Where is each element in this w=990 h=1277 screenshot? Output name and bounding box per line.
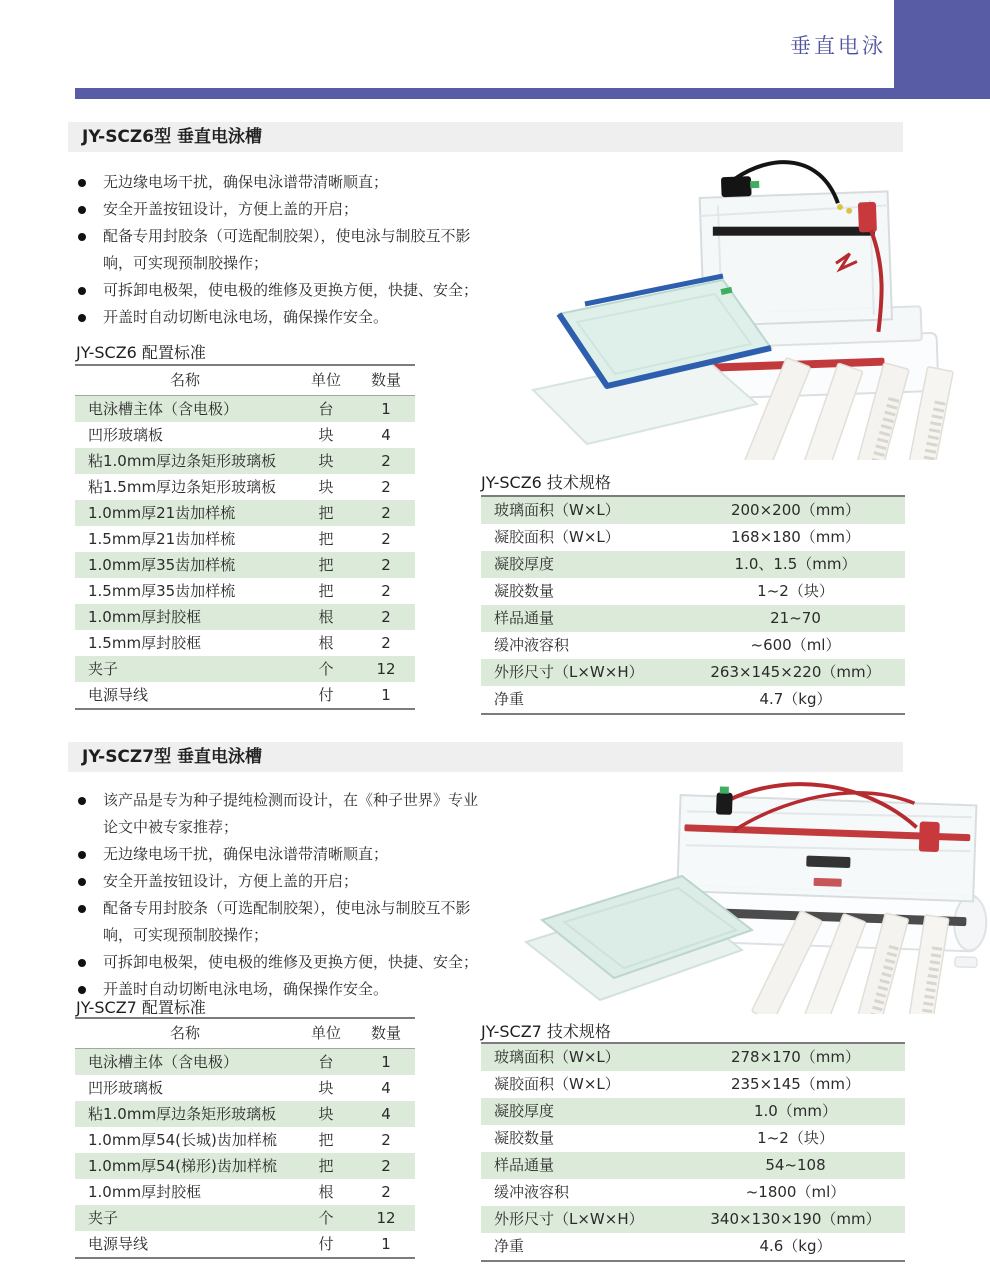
item-unit: 块 bbox=[318, 452, 334, 470]
table-row bbox=[481, 1179, 905, 1206]
spec-label: 玻璃面积（W×L） bbox=[494, 501, 620, 519]
feature-text: 配备专用封胶条（可选配制胶架），使电泳与制胶互不影响，可实现预制胶操作； bbox=[103, 899, 471, 944]
item-qty: 4 bbox=[381, 426, 391, 444]
item-unit: 块 bbox=[318, 1079, 334, 1097]
spec-value: ~600（ml） bbox=[750, 636, 841, 654]
feature-text: 该产品是专为种子提纯检测而设计，在《种子世界》专业论文中被专家推荐； bbox=[103, 791, 479, 836]
spec-label: 凝胶厚度 bbox=[494, 555, 555, 573]
item-name: 1.0mm厚35齿加样梳 bbox=[88, 556, 236, 574]
spec-table-scz6 bbox=[481, 495, 905, 715]
bullet-icon bbox=[78, 851, 86, 859]
table-row bbox=[75, 1231, 415, 1257]
config-table-title-scz7: JY-SCZ7 配置标准 bbox=[76, 998, 206, 1017]
bullet-icon bbox=[78, 287, 86, 295]
feature-item bbox=[76, 787, 482, 841]
item-unit: 把 bbox=[318, 504, 334, 522]
spec-table-scz7 bbox=[481, 1042, 905, 1262]
spec-label: 玻璃面积（W×L） bbox=[494, 1048, 620, 1066]
item-unit: 台 bbox=[318, 400, 334, 418]
item-qty: 2 bbox=[381, 582, 391, 600]
spec-label: 缓冲液容积 bbox=[494, 1183, 570, 1201]
bullet-icon bbox=[78, 233, 86, 241]
item-qty: 2 bbox=[381, 504, 391, 522]
table-row bbox=[75, 682, 415, 708]
feature-text: 无边缘电场干扰，确保电泳谱带清晰顺直； bbox=[103, 845, 389, 863]
item-unit: 块 bbox=[318, 1105, 334, 1123]
table-row bbox=[481, 605, 905, 632]
corner-accent-block bbox=[894, 0, 990, 89]
item-unit: 台 bbox=[318, 1053, 334, 1071]
spec-value: 1.0（mm） bbox=[753, 1102, 838, 1120]
item-name: 电泳槽主体（含电极） bbox=[88, 1053, 239, 1071]
table-row bbox=[481, 524, 905, 551]
table-row bbox=[481, 1098, 905, 1125]
item-name: 粘1.0mm厚边条矩形玻璃板 bbox=[88, 1105, 277, 1123]
spec-value: 4.7（kg） bbox=[759, 690, 832, 708]
electrophoresis-tank-illustration bbox=[525, 152, 985, 460]
spec-label: 样品通量 bbox=[494, 609, 555, 627]
wide-electrophoresis-tank-illustration bbox=[520, 772, 990, 1014]
item-unit: 把 bbox=[318, 1131, 334, 1149]
spec-value: 263×145×220（mm） bbox=[710, 663, 881, 681]
table-row bbox=[75, 656, 415, 682]
bullet-icon bbox=[78, 797, 86, 805]
spec-label: 外形尺寸（L×W×H） bbox=[494, 1210, 644, 1228]
table-row bbox=[481, 497, 905, 524]
spec-label: 样品通量 bbox=[494, 1156, 555, 1174]
spec-value: 168×180（mm） bbox=[730, 528, 861, 546]
item-name: 夹子 bbox=[88, 1209, 119, 1227]
feature-text: 安全开盖按钮设计，方便上盖的开启； bbox=[103, 872, 359, 890]
item-name: 凹形玻璃板 bbox=[88, 426, 164, 444]
spec-value: 1.0、1.5（mm） bbox=[734, 555, 857, 573]
table-row bbox=[75, 474, 415, 500]
config-table-header: 名称 单位 数量 bbox=[75, 366, 415, 396]
item-name: 1.5mm厚21齿加样梳 bbox=[88, 530, 236, 548]
item-name: 1.0mm厚封胶框 bbox=[88, 1183, 202, 1201]
item-name: 夹子 bbox=[88, 660, 119, 678]
feature-item bbox=[76, 841, 482, 868]
bullet-icon bbox=[78, 986, 86, 994]
feature-text: 无边缘电场干扰，确保电泳谱带清晰顺直； bbox=[103, 173, 389, 191]
item-unit: 把 bbox=[318, 582, 334, 600]
item-name: 1.0mm厚54(梯形)齿加样梳 bbox=[88, 1157, 277, 1175]
item-unit: 块 bbox=[318, 478, 334, 496]
table-row bbox=[75, 1179, 415, 1205]
item-qty: 2 bbox=[381, 556, 391, 574]
item-unit: 根 bbox=[318, 608, 334, 626]
table-row bbox=[75, 500, 415, 526]
item-qty: 2 bbox=[381, 1157, 391, 1175]
spec-label: 凝胶数量 bbox=[494, 582, 555, 600]
bullet-icon bbox=[78, 959, 86, 967]
table-row bbox=[75, 448, 415, 474]
spec-label: 凝胶厚度 bbox=[494, 1102, 555, 1120]
table-row bbox=[75, 578, 415, 604]
table-row bbox=[481, 632, 905, 659]
item-qty: 2 bbox=[381, 608, 391, 626]
config-table-header: 名称 单位 数量 bbox=[75, 1019, 415, 1049]
spec-label: 凝胶数量 bbox=[494, 1129, 555, 1147]
section-title-scz6: JY-SCZ6型 垂直电泳槽 bbox=[68, 122, 903, 152]
item-unit: 把 bbox=[318, 556, 334, 574]
item-qty: 4 bbox=[381, 1105, 391, 1123]
item-qty: 1 bbox=[381, 686, 391, 704]
feature-text: 安全开盖按钮设计，方便上盖的开启； bbox=[103, 200, 359, 218]
table-row bbox=[75, 630, 415, 656]
feature-item bbox=[76, 949, 482, 976]
table-row bbox=[75, 552, 415, 578]
item-unit: 根 bbox=[318, 634, 334, 652]
bullet-icon bbox=[78, 179, 86, 187]
spec-table-title-scz6: JY-SCZ6 技术规格 bbox=[481, 473, 611, 492]
product-photo-scz6 bbox=[525, 152, 985, 460]
table-row bbox=[75, 1153, 415, 1179]
bullet-icon bbox=[78, 206, 86, 214]
table-row bbox=[481, 1206, 905, 1233]
item-qty: 1 bbox=[381, 1053, 391, 1071]
spec-value: ~1800（ml） bbox=[745, 1183, 846, 1201]
spec-label: 凝胶面积（W×L） bbox=[494, 1075, 620, 1093]
feature-item bbox=[76, 304, 482, 331]
bullet-icon bbox=[78, 905, 86, 913]
item-name: 电源导线 bbox=[88, 1235, 149, 1253]
page-title: 垂直电泳 bbox=[790, 34, 886, 58]
feature-item bbox=[76, 868, 482, 895]
config-table-title-scz6: JY-SCZ6 配置标准 bbox=[76, 343, 206, 362]
feature-text: 开盖时自动切断电泳电场，确保操作安全。 bbox=[103, 308, 389, 326]
feature-item bbox=[76, 895, 482, 949]
item-name: 电源导线 bbox=[88, 686, 149, 704]
table-row bbox=[75, 422, 415, 448]
table-row bbox=[481, 578, 905, 605]
table-row bbox=[481, 1044, 905, 1071]
item-name: 电泳槽主体（含电极） bbox=[88, 400, 239, 418]
item-name: 1.5mm厚35齿加样梳 bbox=[88, 582, 236, 600]
item-name: 1.0mm厚21齿加样梳 bbox=[88, 504, 236, 522]
item-unit: 付 bbox=[318, 1235, 334, 1253]
feature-list-scz7 bbox=[76, 787, 482, 1003]
spec-value: 278×170（mm） bbox=[730, 1048, 861, 1066]
item-qty: 2 bbox=[381, 478, 391, 496]
bullet-icon bbox=[78, 314, 86, 322]
table-row bbox=[75, 1049, 415, 1075]
spec-label: 净重 bbox=[494, 1237, 525, 1255]
feature-item bbox=[76, 196, 482, 223]
spec-label: 外形尺寸（L×W×H） bbox=[494, 663, 644, 681]
item-name: 1.0mm厚54(长城)齿加样梳 bbox=[88, 1131, 277, 1149]
item-name: 粘1.5mm厚边条矩形玻璃板 bbox=[88, 478, 277, 496]
item-qty: 1 bbox=[381, 1235, 391, 1253]
section-title-scz7: JY-SCZ7型 垂直电泳槽 bbox=[68, 742, 903, 772]
feature-text: 开盖时自动切断电泳电场，确保操作安全。 bbox=[103, 980, 389, 998]
table-row bbox=[481, 659, 905, 686]
spec-value: 1~2（块） bbox=[757, 1129, 834, 1147]
spec-table-title-scz7: JY-SCZ7 技术规格 bbox=[481, 1022, 611, 1041]
table-row bbox=[75, 1205, 415, 1231]
spec-value: 4.6（kg） bbox=[759, 1237, 832, 1255]
feature-text: 可拆卸电极架，使电极的维修及更换方便，快捷、安全； bbox=[103, 953, 479, 971]
item-qty: 12 bbox=[376, 660, 396, 678]
spec-value: 1~2（块） bbox=[757, 582, 834, 600]
header-divider-bar bbox=[75, 88, 990, 99]
item-unit: 把 bbox=[318, 530, 334, 548]
table-row bbox=[481, 1125, 905, 1152]
item-qty: 2 bbox=[381, 530, 391, 548]
feature-text: 配备专用封胶条（可选配制胶架），使电泳与制胶互不影响，可实现预制胶操作； bbox=[103, 227, 471, 272]
item-qty: 2 bbox=[381, 634, 391, 652]
table-row bbox=[75, 1101, 415, 1127]
table-row bbox=[481, 1152, 905, 1179]
item-unit: 个 bbox=[318, 660, 334, 678]
table-row bbox=[75, 526, 415, 552]
table-row bbox=[75, 396, 415, 422]
item-name: 粘1.0mm厚边条矩形玻璃板 bbox=[88, 452, 277, 470]
spec-value: 21~70 bbox=[770, 609, 821, 627]
item-qty: 12 bbox=[376, 1209, 396, 1227]
feature-item bbox=[76, 169, 482, 196]
product-photo-scz7 bbox=[520, 772, 990, 1014]
config-table-scz6 bbox=[75, 364, 415, 710]
table-row bbox=[75, 1075, 415, 1101]
spec-value: 235×145（mm） bbox=[730, 1075, 861, 1093]
item-unit: 把 bbox=[318, 1157, 334, 1175]
table-row bbox=[481, 1233, 905, 1260]
item-name: 凹形玻璃板 bbox=[88, 1079, 164, 1097]
table-row bbox=[75, 604, 415, 630]
table-row bbox=[481, 1071, 905, 1098]
item-name: 1.0mm厚封胶框 bbox=[88, 608, 202, 626]
item-name: 1.5mm厚封胶框 bbox=[88, 634, 202, 652]
item-unit: 块 bbox=[318, 426, 334, 444]
spec-value: 200×200（mm） bbox=[730, 501, 861, 519]
item-unit: 根 bbox=[318, 1183, 334, 1201]
feature-list-scz6 bbox=[76, 169, 482, 331]
item-qty: 1 bbox=[381, 400, 391, 418]
feature-text: 可拆卸电极架，使电极的维修及更换方便，快捷、安全； bbox=[103, 281, 479, 299]
feature-item bbox=[76, 223, 482, 277]
feature-item bbox=[76, 277, 482, 304]
spec-value: 340×130×190（mm） bbox=[710, 1210, 881, 1228]
spec-label: 凝胶面积（W×L） bbox=[494, 528, 620, 546]
spec-label: 净重 bbox=[494, 690, 525, 708]
table-row bbox=[481, 686, 905, 713]
spec-label: 缓冲液容积 bbox=[494, 636, 570, 654]
bullet-icon bbox=[78, 878, 86, 886]
item-qty: 2 bbox=[381, 452, 391, 470]
item-qty: 4 bbox=[381, 1079, 391, 1097]
spec-value: 54~108 bbox=[765, 1156, 826, 1174]
item-unit: 个 bbox=[318, 1209, 334, 1227]
item-unit: 付 bbox=[318, 686, 334, 704]
item-qty: 2 bbox=[381, 1131, 391, 1149]
config-table-scz7 bbox=[75, 1017, 415, 1259]
table-row bbox=[481, 551, 905, 578]
item-qty: 2 bbox=[381, 1183, 391, 1201]
table-row bbox=[75, 1127, 415, 1153]
